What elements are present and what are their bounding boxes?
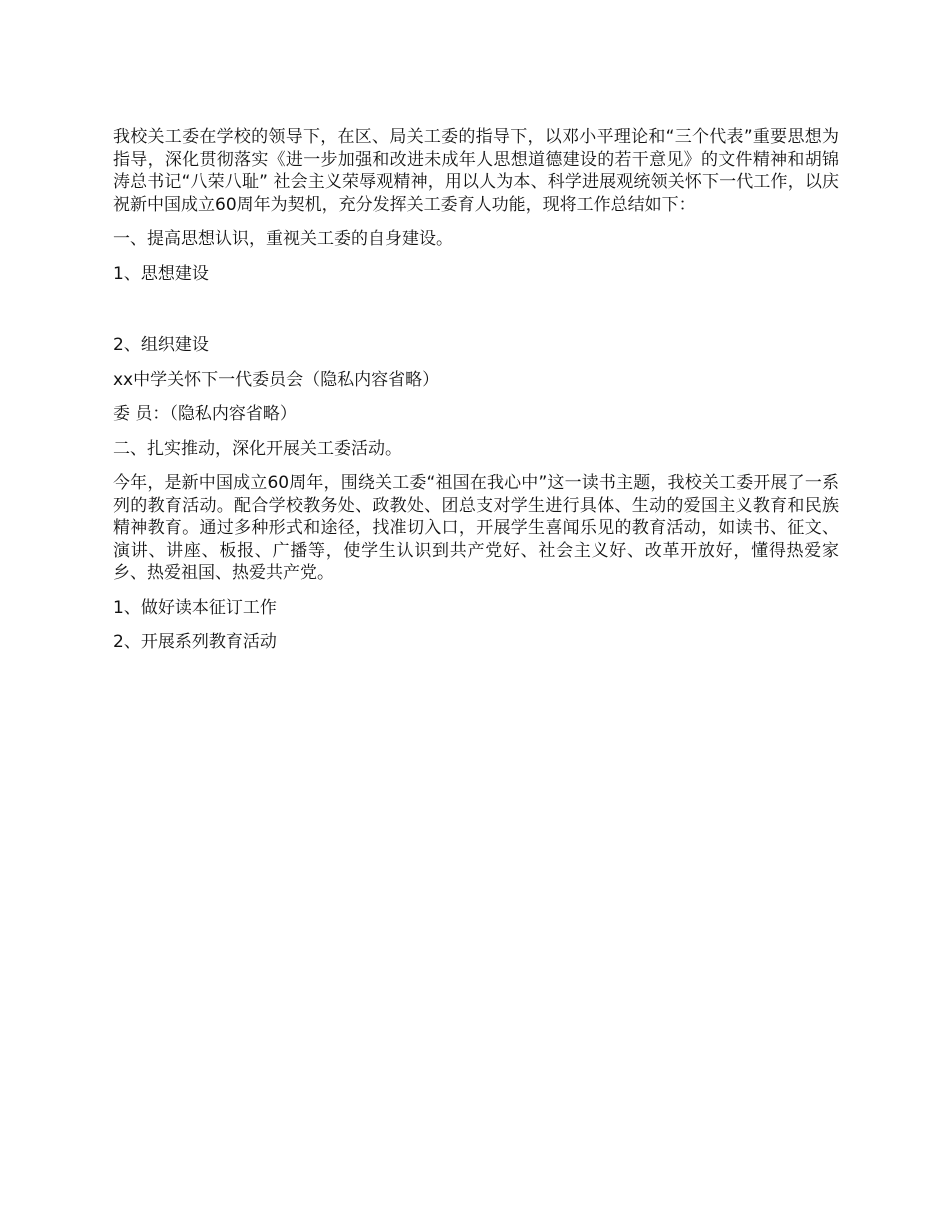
item-organization-construction: 2、组织建设 bbox=[113, 335, 209, 355]
document-body bbox=[113, 126, 839, 666]
section-heading-2: 二、扎实推动，深化开展关工委活动。 bbox=[113, 438, 402, 459]
item-education-activities: 2、开展系列教育活动 bbox=[113, 632, 277, 652]
committee-members: 委 员：（隐私内容省略） bbox=[113, 404, 297, 424]
section-heading-1: 一、提高思想认识，重视关工委的自身建设。 bbox=[113, 229, 453, 249]
blank-space bbox=[113, 297, 839, 334]
committee-name: xx中学关怀下一代委员会（隐私内容省略） bbox=[113, 369, 440, 390]
intro-paragraph: 我校关工委在学校的领导下，在区、局关工委的指导下，以邓小平理论和“三个代表”重要思想为指导，深化贯彻落实《进一步加强和改进未成年人思想道德建设的若干意见》的文件精神和胡锦涛总书记“八荣八耻” 社会主义荣辱观精神，用以人为本、科学进展观统领关怀下一代工作，以庆祝新中国成立60周年为契机，充分发挥关工委育人功能，现将工作总结如下： bbox=[113, 127, 839, 215]
section-2-paragraph: 今年，是新中国成立60周年，围绕关工委“祖国在我心中”这一读书主题，我校关工委开展了一系列的教育活动。配合学校教务处、政教处、团总支对学生进行具体、生动的爱国主义教育和民族精神教育。通过多种形式和途径，找准切入口，开展学生喜闻乐见的教育活动，如读书、征文、演讲、讲座、板报、广播等，使学生认识到共产党好、社会主义好、改革开放好，懂得热爱家乡、热爱祖国、热爱共产党。 bbox=[113, 473, 839, 583]
item-thought-construction: 1、思想建设 bbox=[113, 263, 209, 284]
item-reader-subscription: 1、做好读本征订工作 bbox=[113, 597, 277, 618]
